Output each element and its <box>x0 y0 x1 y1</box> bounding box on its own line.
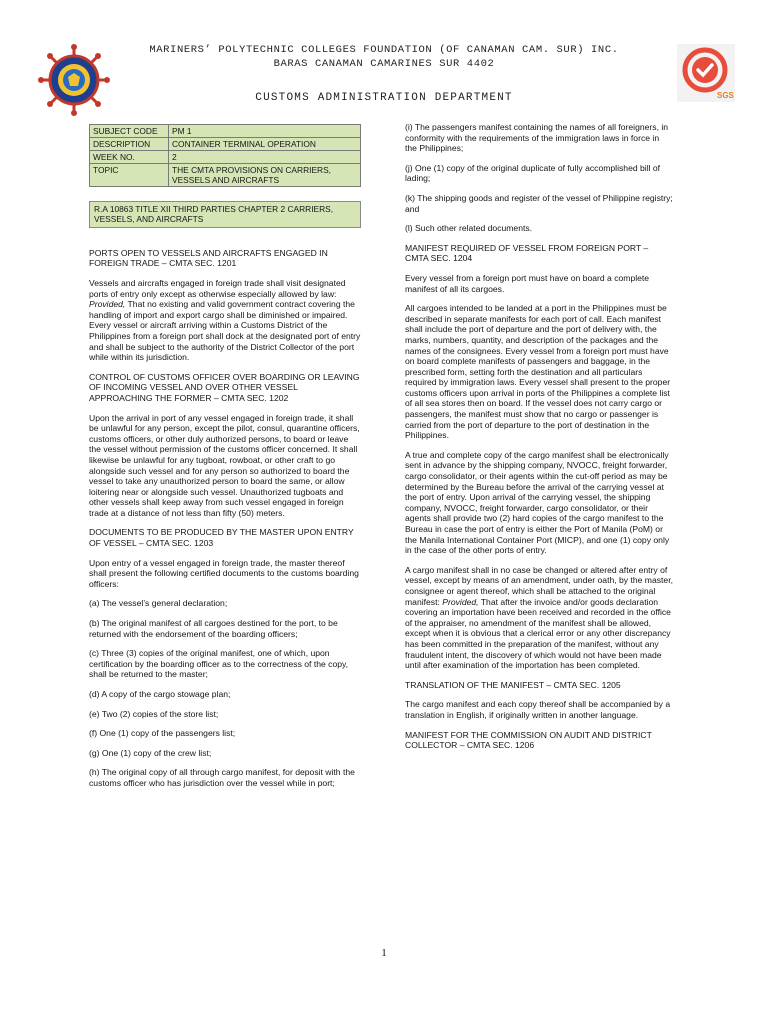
section-heading: MANIFEST REQUIRED OF VESSEL FROM FOREIGN PORT – CMTA SEC. 1204 <box>405 242 649 264</box>
paragraph: A cargo manifest shall in no case be changed or altered after entry of vessel, except by means of an amendment, under oath, by the master, consignee or agent thereof, which shall be attached to the original manifest: Provided, That after the invoice and/or goods declaration covering an importation have been received and recorded in the office of the appraiser, no amendment of the manifest shall be allowed, except when it is obvious that a clerical error or any other discrepancy has been committed in the preparation of the manifest, without any fraudulent intent, the discovery of which would not have been made until after examination of the importation has been completed. <box>405 564 673 671</box>
table-value: 2 <box>169 151 361 164</box>
table-value: CONTAINER TERMINAL OPERATION <box>169 138 361 151</box>
table-row <box>90 151 361 164</box>
list-item: (l) Such other related documents. <box>405 223 533 234</box>
list-item: (d) A copy of the cargo stowage plan; <box>89 689 231 699</box>
paragraph: Every vessel from a foreign port must have on board a complete manifest of all its cargoes. <box>405 272 650 294</box>
list-item: (f) One (1) copy of the passengers list; <box>89 728 236 739</box>
list-item: (e) Two (2) copies of the store list; <box>89 708 219 719</box>
school-address: BARAS CANAMAN CAMARINES SUR 4402 <box>273 58 495 70</box>
section-heading: DOCUMENTS TO BE PRODUCED BY THE MASTER UPON ENTRY OF VESSEL – CMTA SEC. 1203 <box>89 527 354 549</box>
section-heading: MANIFEST FOR THE COMMISSION ON AUDIT AND DISTRICT COLLECTOR – CMTA SEC. 1206 <box>405 729 652 751</box>
list-item: (a) The vessel’s general declaration; <box>89 598 228 609</box>
sgs-logo-text: SGS <box>717 91 734 100</box>
table-key: DESCRIPTION <box>90 138 169 151</box>
list-item: (j) One (1) copy of the original duplicate of fully accomplished bill of lading; <box>405 162 661 184</box>
table-key: WEEK NO. <box>90 151 169 164</box>
section-heading: CONTROL OF CUSTOMS OFFICER OVER BOARDING OR LEAVING OF INCOMING VESSEL AND OVER OTHER VESSEL APPROACHING THE FORMER – CMTA SEC. 1202 <box>89 371 360 403</box>
paragraph: Upon the arrival in port of any vessel engaged in foreign trade, it shall be unlawful for any person, except the pilot, consul, quarantine officers, customs officers, or other duly authorized persons, to board or leave the vessel without permission of the customs officer concerned. It shall likewise be unlawful for any tugboat, rowboat, or other craft to go alongside such vessel and for any person so authorized to board the vessel to take any unauthorized person to board the same, or allow loitering near or alongside such vessel. Unauthorized tugboats and other vessels shall keep away from such vessel engaged in foreign trade at a distance of not less than fifty (50) meters. <box>89 412 360 518</box>
paragraph: A true and complete copy of the cargo manifest shall be electronically sent in advance by the shipping company, NVOCC, freight forwarder, cargo consolidator, or their agents within the cut-off period as may be determined by the Bureau before the arrival of the carrying vessel at the port of entry. Upon arrival of the carrying vessel, the shipping company, NVOCC, freight forwarder, cargo consolidator, or their agents shall provide two (2) hard copies of the cargo manifest to the Bureau in case the port of entry is either the Port of Manila (PoM) or the Manila International Container Port (MICP), and one (1) copy only in the case of the other ports of entry. <box>405 449 670 556</box>
page-number: 1 <box>381 947 387 959</box>
section-heading: TRANSLATION OF THE MANIFEST – CMTA SEC. 1205 <box>405 679 621 690</box>
right-column <box>405 122 673 760</box>
left-column <box>89 122 361 798</box>
table-row <box>90 164 361 187</box>
list-item: (g) One (1) copy of the crew list; <box>89 747 212 758</box>
table-value: PM 1 <box>169 125 361 138</box>
paragraph: All cargoes intended to be landed at a port in the Philippines must be described in separate manifests for each port of call. Each manifest shall include the port of departure and the port of delivery with, the marks, numbers, quantity, and description of the packages and the names of the consignees. Every vessel from a foreign port must have on board complete manifests of passengers and baggage, in the prescribed form, setting forth the destination and all particulars required by immigration laws. Every vessel shall present to the proper customs officers upon arrival in ports of the Philippines a complete list of all sea stores then on board. If the vessel does not carry cargo or passengers, the manifest must show that no cargo or passenger is carried from the port of departure to the port of destination in the Philippines. <box>405 303 671 441</box>
table-row <box>90 138 361 151</box>
school-name: MARINERS’ POLYTECHNIC COLLEGES FOUNDATION (OF CANAMAN CAM. SUR) INC. <box>149 44 619 56</box>
paragraph: Vessels and aircrafts engaged in foreign trade shall visit designated ports of entry only except as otherwise especially allowed by law: Provided, That no existing and valid government contract covering the handling of import and export cargo shall be diminished or impaired. Every vessel or aircraft arriving within a Customs District of the Philippines from a foreign port shall dock at the designated port of entry and shall be subject to the authority of the District Collector of the port while within its jurisdiction. <box>89 278 361 363</box>
paragraph: The cargo manifest and each copy thereof shall be accompanied by a translation in English, if originally written in another language. <box>405 699 671 720</box>
table-key: TOPIC <box>90 164 169 187</box>
subject-info-table <box>89 124 361 187</box>
list-item: (c) Three (3) copies of the original manifest, one of which, upon certification by the boarding officer as to the correctness of the copy, shall be returned to the master; <box>89 648 349 680</box>
list-item: (k) The shipping goods and register of the vessel of Philippine registry; and <box>405 192 673 214</box>
table-value: THE CMTA PROVISIONS ON CARRIERS, VESSELS AND AIRCRAFTS <box>169 164 361 187</box>
list-item: (i) The passengers manifest containing the names of all foreigners, in conformity with the requirements of the immigration laws in force in the Philippines; <box>405 122 669 154</box>
department-title: CUSTOMS ADMINISTRATION DEPARTMENT <box>255 92 513 104</box>
paragraph: Upon entry of a vessel engaged in foreign trade, the master thereof shall present the following certified documents to the customs boarding officers: <box>89 557 359 589</box>
ra-reference-box: R.A 10863 TITLE XII THIRD PARTIES CHAPTER 2 CARRIERS, VESSELS, AND AIRCRAFTS <box>89 201 361 228</box>
section-heading: PORTS OPEN TO VESSELS AND AIRCRAFTS ENGAGED IN FOREIGN TRADE – CMTA SEC. 1201 <box>89 247 328 269</box>
table-key: SUBJECT CODE <box>90 125 169 138</box>
table-row <box>90 125 361 138</box>
list-item: (b) The original manifest of all cargoes destined for the port, to be returned with the endorsement of the boarding officers; <box>89 618 338 639</box>
list-item: (h) The original copy of all through cargo manifest, for deposit with the customs officer who has jurisdiction over the vessel while in port; <box>89 767 355 788</box>
